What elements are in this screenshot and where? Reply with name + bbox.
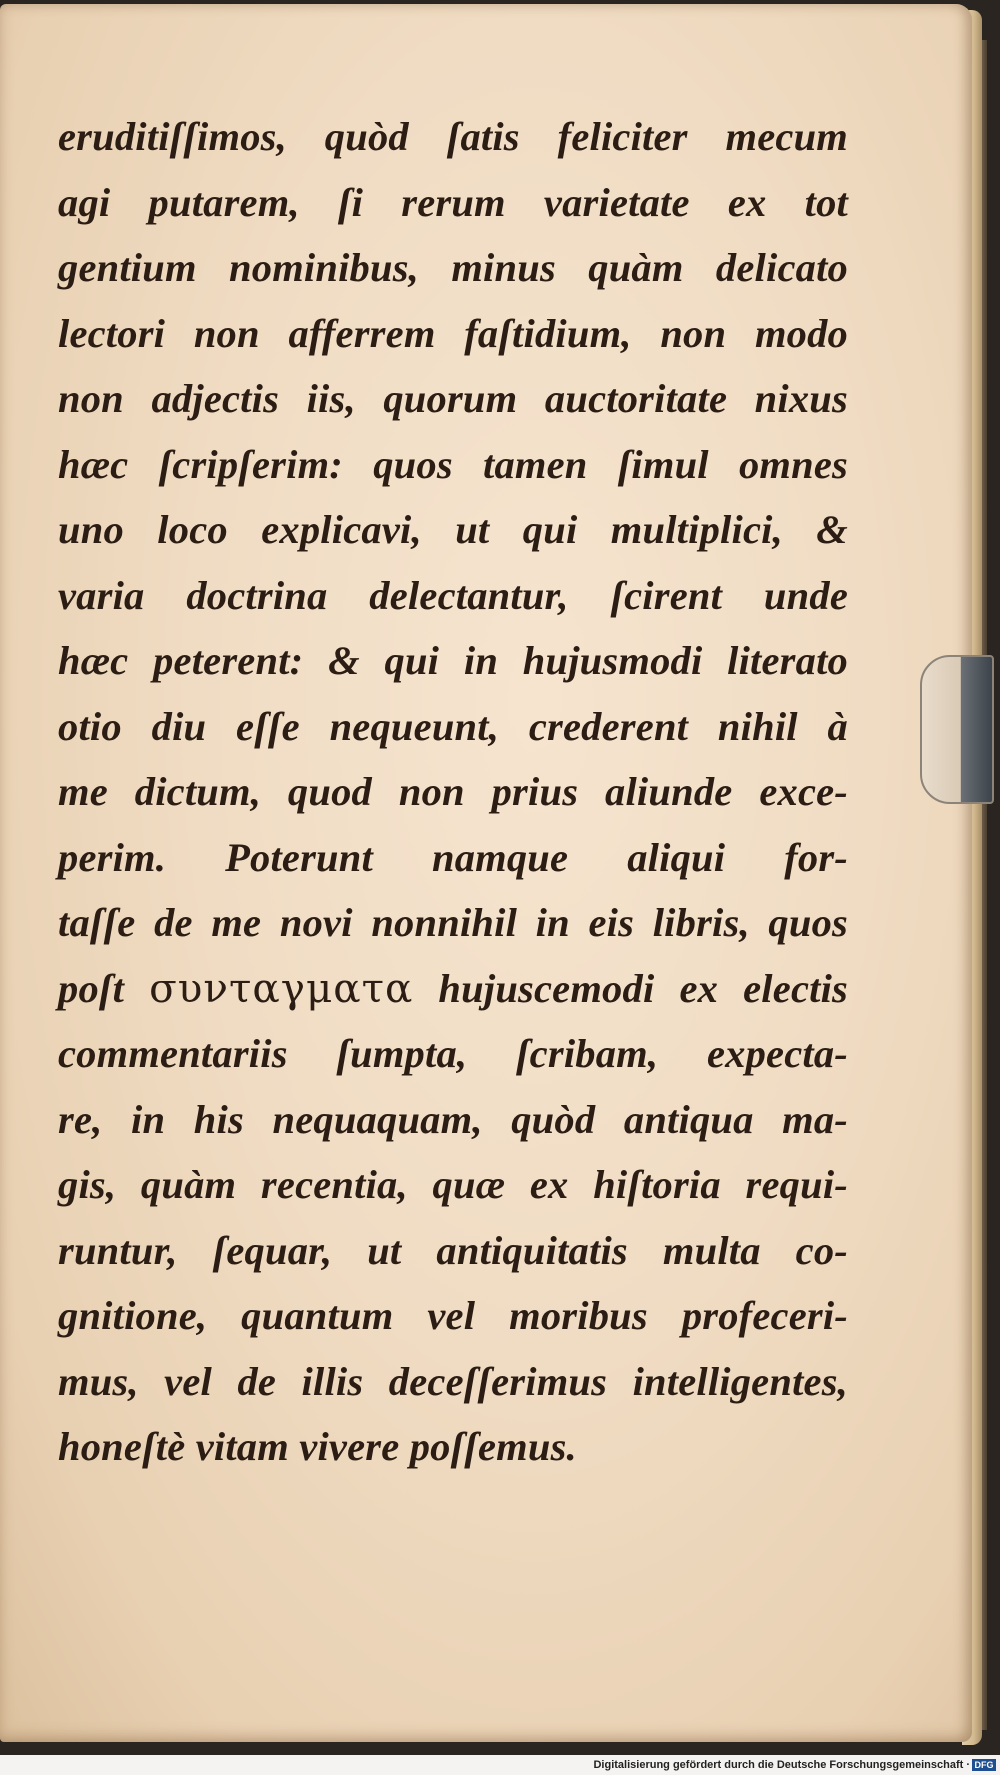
- text-line: gnitione, quantum vel moribus profeceri-: [58, 1293, 848, 1338]
- text-line: eruditiſſimos, quòd ſatis feliciter mecum: [58, 114, 848, 159]
- footer-credit: Digitalisierung gefördert durch die Deutsche Forschungsgemeinschaft ·: [593, 1759, 970, 1771]
- greek-word: συνταγματα: [149, 963, 414, 1012]
- page-clip: [920, 655, 994, 804]
- text-line: hæc ſcripſerim: quos tamen ſimul omnes: [58, 441, 848, 487]
- text-line: taſſe de me novi nonnihil in eis libris, quos: [58, 900, 848, 945]
- text-line: gentium nominibus, minus quàm delicato: [58, 245, 848, 290]
- text-line: mus, vel de illis deceſſerimus intelligentes,: [58, 1358, 848, 1404]
- text-line: gis, quàm recentia, quæ ex hiſtoria requi-: [58, 1162, 848, 1207]
- text-line: hæc peterent: & qui in hujusmodi literato: [58, 638, 848, 683]
- text-line: otio diu eſſe nequeunt, crederent nihil à: [58, 703, 848, 749]
- text-line: re, in his nequaquam, quòd antiqua ma-: [58, 1096, 848, 1142]
- book-page: [0, 4, 972, 1742]
- text-line: uno loco explicavi, ut qui multiplici, &: [58, 507, 848, 552]
- text-line: non adjectis iis, quorum auctoritate nixus: [58, 376, 848, 421]
- text-line: lectori non afferrem faſtidium, non modo: [58, 310, 848, 356]
- text-line: agi putarem, ſi rerum varietate ex tot: [58, 179, 848, 225]
- text-line: me dictum, quod non prius aliunde exce-: [58, 769, 848, 814]
- dfg-logo: DFG: [972, 1759, 996, 1771]
- page-text: [58, 104, 848, 1480]
- text-segment: hujuscemodi ex electis: [413, 965, 848, 1011]
- text-line: commentariis ſumpta, ſcribam, expecta-: [58, 1031, 848, 1076]
- text-line: perim. Poterunt namque aliqui for-: [58, 834, 848, 880]
- text-line-final: honeſtè vitam vivere poſſemus.: [58, 1424, 577, 1469]
- text-line: runtur, ſequar, ut antiquitatis multa co-: [58, 1227, 848, 1273]
- text-line: varia doctrina delectantur, ſcirent unde: [58, 572, 848, 618]
- text-segment: poſt: [58, 965, 150, 1011]
- text-line-with-greek: [58, 956, 848, 1022]
